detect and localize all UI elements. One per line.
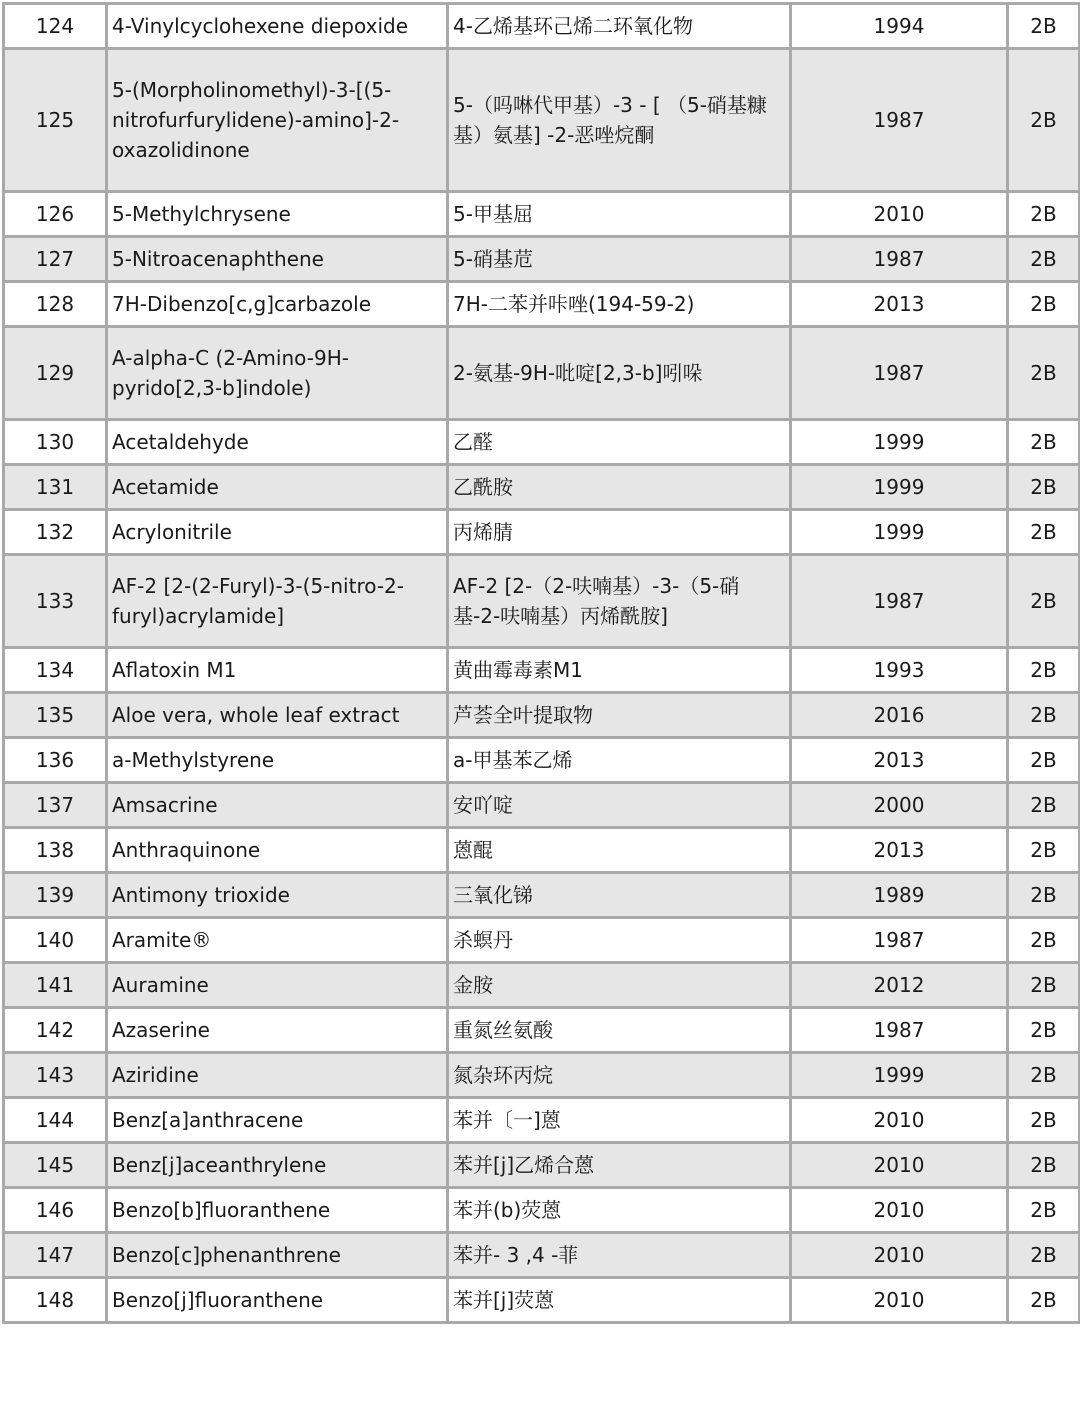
evaluation-year-cell: 1987 xyxy=(791,237,1008,282)
evaluation-year-cell: 2010 xyxy=(791,1278,1008,1323)
group-cell: 2B xyxy=(1008,237,1080,282)
row-number-cell: 143 xyxy=(4,1053,107,1098)
chinese-name-cell: 丙烯腈 xyxy=(448,510,791,555)
english-name-cell: 4-Vinylcyclohexene diepoxide xyxy=(107,4,448,49)
chinese-name-cell: 金胺 xyxy=(448,963,791,1008)
table-row xyxy=(4,327,1080,420)
chinese-name-cell: AF-2 [2-（2-呋喃基）-3-（5-硝基-2-呋喃基）丙烯酰胺] xyxy=(448,555,791,648)
english-name-cell: Auramine xyxy=(107,963,448,1008)
table-row xyxy=(4,873,1080,918)
group-cell: 2B xyxy=(1008,510,1080,555)
english-name-cell: a-Methylstyrene xyxy=(107,738,448,783)
group-cell: 2B xyxy=(1008,1053,1080,1098)
english-name-cell: Aloe vera, whole leaf extract xyxy=(107,693,448,738)
english-name-cell: Amsacrine xyxy=(107,783,448,828)
row-number-cell: 130 xyxy=(4,420,107,465)
table-row xyxy=(4,738,1080,783)
group-cell: 2B xyxy=(1008,1188,1080,1233)
evaluation-year-cell: 1987 xyxy=(791,327,1008,420)
table-row xyxy=(4,465,1080,510)
chinese-name-cell: 苯并〔一]蒽 xyxy=(448,1098,791,1143)
table-row xyxy=(4,918,1080,963)
table-row xyxy=(4,282,1080,327)
english-name-cell: Acrylonitrile xyxy=(107,510,448,555)
evaluation-year-cell: 2010 xyxy=(791,1188,1008,1233)
chinese-name-cell: 5-硝基苊 xyxy=(448,237,791,282)
group-cell: 2B xyxy=(1008,49,1080,192)
english-name-cell: Benzo[b]fluoranthene xyxy=(107,1188,448,1233)
chinese-name-cell: 乙酰胺 xyxy=(448,465,791,510)
evaluation-year-cell: 1987 xyxy=(791,49,1008,192)
evaluation-year-cell: 1989 xyxy=(791,873,1008,918)
table-row xyxy=(4,1008,1080,1053)
table-row xyxy=(4,963,1080,1008)
evaluation-year-cell: 2010 xyxy=(791,1233,1008,1278)
row-number-cell: 138 xyxy=(4,828,107,873)
english-name-cell: Aflatoxin M1 xyxy=(107,648,448,693)
chinese-name-cell: 重氮丝氨酸 xyxy=(448,1008,791,1053)
english-name-cell: Anthraquinone xyxy=(107,828,448,873)
row-number-cell: 142 xyxy=(4,1008,107,1053)
group-cell: 2B xyxy=(1008,918,1080,963)
row-number-cell: 124 xyxy=(4,4,107,49)
group-cell: 2B xyxy=(1008,828,1080,873)
group-cell: 2B xyxy=(1008,783,1080,828)
evaluation-year-cell: 2010 xyxy=(791,192,1008,237)
row-number-cell: 128 xyxy=(4,282,107,327)
group-cell: 2B xyxy=(1008,420,1080,465)
group-cell: 2B xyxy=(1008,648,1080,693)
table-row xyxy=(4,4,1080,49)
group-cell: 2B xyxy=(1008,4,1080,49)
chinese-name-cell: 蒽醌 xyxy=(448,828,791,873)
table-row xyxy=(4,783,1080,828)
chinese-name-cell: 苯并[j]乙烯合蒽 xyxy=(448,1143,791,1188)
table-row xyxy=(4,1188,1080,1233)
english-name-cell: 5-Methylchrysene xyxy=(107,192,448,237)
table-row xyxy=(4,510,1080,555)
group-cell: 2B xyxy=(1008,963,1080,1008)
chinese-name-cell: 安吖啶 xyxy=(448,783,791,828)
table-row xyxy=(4,237,1080,282)
row-number-cell: 146 xyxy=(4,1188,107,1233)
table-body xyxy=(4,4,1080,1323)
chinese-name-cell: 氮杂环丙烷 xyxy=(448,1053,791,1098)
group-cell: 2B xyxy=(1008,327,1080,420)
row-number-cell: 135 xyxy=(4,693,107,738)
table-row xyxy=(4,693,1080,738)
chinese-name-cell: 2-氨基-9H-吡啶[2,3-b]吲哚 xyxy=(448,327,791,420)
table-row xyxy=(4,49,1080,192)
evaluation-year-cell: 2013 xyxy=(791,282,1008,327)
group-cell: 2B xyxy=(1008,1233,1080,1278)
evaluation-year-cell: 2010 xyxy=(791,1143,1008,1188)
table-row xyxy=(4,648,1080,693)
group-cell: 2B xyxy=(1008,1098,1080,1143)
table-row xyxy=(4,420,1080,465)
table-row xyxy=(4,192,1080,237)
row-number-cell: 140 xyxy=(4,918,107,963)
group-cell: 2B xyxy=(1008,555,1080,648)
evaluation-year-cell: 2000 xyxy=(791,783,1008,828)
english-name-cell: Benz[a]anthracene xyxy=(107,1098,448,1143)
evaluation-year-cell: 2012 xyxy=(791,963,1008,1008)
row-number-cell: 134 xyxy=(4,648,107,693)
chinese-name-cell: 乙醛 xyxy=(448,420,791,465)
english-name-cell: Antimony trioxide xyxy=(107,873,448,918)
english-name-cell: Benzo[c]phenanthrene xyxy=(107,1233,448,1278)
row-number-cell: 147 xyxy=(4,1233,107,1278)
english-name-cell: 5-Nitroacenaphthene xyxy=(107,237,448,282)
group-cell: 2B xyxy=(1008,693,1080,738)
chinese-name-cell: 三氧化锑 xyxy=(448,873,791,918)
table-row xyxy=(4,1278,1080,1323)
chinese-name-cell: 5-（吗啉代甲基）-3 - [ （5-硝基糠基）氨基] -2-恶唑烷酮 xyxy=(448,49,791,192)
carcinogen-table xyxy=(2,2,1080,1324)
table-row xyxy=(4,1233,1080,1278)
group-cell: 2B xyxy=(1008,192,1080,237)
group-cell: 2B xyxy=(1008,1278,1080,1323)
chinese-name-cell: 苯并[j]荧蒽 xyxy=(448,1278,791,1323)
group-cell: 2B xyxy=(1008,738,1080,783)
chinese-name-cell: 7H-二苯并咔唑(194-59-2) xyxy=(448,282,791,327)
chinese-name-cell: 黄曲霉毒素M1 xyxy=(448,648,791,693)
table-row xyxy=(4,828,1080,873)
row-number-cell: 139 xyxy=(4,873,107,918)
row-number-cell: 125 xyxy=(4,49,107,192)
row-number-cell: 137 xyxy=(4,783,107,828)
chinese-name-cell: a-甲基苯乙烯 xyxy=(448,738,791,783)
evaluation-year-cell: 1987 xyxy=(791,555,1008,648)
table-row xyxy=(4,1098,1080,1143)
group-cell: 2B xyxy=(1008,465,1080,510)
row-number-cell: 126 xyxy=(4,192,107,237)
evaluation-year-cell: 1999 xyxy=(791,420,1008,465)
english-name-cell: Benz[j]aceanthrylene xyxy=(107,1143,448,1188)
english-name-cell: AF-2 [2-(2-Furyl)-3-(5-nitro-2-furyl)acrylamide] xyxy=(107,555,448,648)
evaluation-year-cell: 2016 xyxy=(791,693,1008,738)
evaluation-year-cell: 1999 xyxy=(791,1053,1008,1098)
evaluation-year-cell: 1994 xyxy=(791,4,1008,49)
group-cell: 2B xyxy=(1008,873,1080,918)
row-number-cell: 136 xyxy=(4,738,107,783)
table-row xyxy=(4,1053,1080,1098)
evaluation-year-cell: 1993 xyxy=(791,648,1008,693)
english-name-cell: Acetaldehyde xyxy=(107,420,448,465)
chinese-name-cell: 芦荟全叶提取物 xyxy=(448,693,791,738)
row-number-cell: 127 xyxy=(4,237,107,282)
chinese-name-cell: 5-甲基屈 xyxy=(448,192,791,237)
evaluation-year-cell: 1999 xyxy=(791,510,1008,555)
row-number-cell: 133 xyxy=(4,555,107,648)
english-name-cell: Azaserine xyxy=(107,1008,448,1053)
english-name-cell: Aziridine xyxy=(107,1053,448,1098)
table-row xyxy=(4,1143,1080,1188)
row-number-cell: 132 xyxy=(4,510,107,555)
english-name-cell: Acetamide xyxy=(107,465,448,510)
row-number-cell: 131 xyxy=(4,465,107,510)
row-number-cell: 148 xyxy=(4,1278,107,1323)
english-name-cell: A-alpha-C (2-Amino-9H-pyrido[2,3-b]indole) xyxy=(107,327,448,420)
chinese-name-cell: 4-乙烯基环己烯二环氧化物 xyxy=(448,4,791,49)
english-name-cell: Benzo[j]fluoranthene xyxy=(107,1278,448,1323)
english-name-cell: Aramite® xyxy=(107,918,448,963)
english-name-cell: 5-(Morpholinomethyl)-3-[(5-nitrofurfurylidene)-amino]-2-oxazolidinone xyxy=(107,49,448,192)
row-number-cell: 145 xyxy=(4,1143,107,1188)
row-number-cell: 141 xyxy=(4,963,107,1008)
row-number-cell: 144 xyxy=(4,1098,107,1143)
evaluation-year-cell: 1987 xyxy=(791,918,1008,963)
group-cell: 2B xyxy=(1008,1143,1080,1188)
evaluation-year-cell: 1999 xyxy=(791,465,1008,510)
table-row xyxy=(4,555,1080,648)
chinese-name-cell: 苯并(b)荧蒽 xyxy=(448,1188,791,1233)
group-cell: 2B xyxy=(1008,1008,1080,1053)
row-number-cell: 129 xyxy=(4,327,107,420)
evaluation-year-cell: 2013 xyxy=(791,738,1008,783)
chinese-name-cell: 杀螟丹 xyxy=(448,918,791,963)
evaluation-year-cell: 1987 xyxy=(791,1008,1008,1053)
evaluation-year-cell: 2010 xyxy=(791,1098,1008,1143)
group-cell: 2B xyxy=(1008,282,1080,327)
evaluation-year-cell: 2013 xyxy=(791,828,1008,873)
chinese-name-cell: 苯并- 3 ,4 -菲 xyxy=(448,1233,791,1278)
english-name-cell: 7H-Dibenzo[c,g]carbazole xyxy=(107,282,448,327)
